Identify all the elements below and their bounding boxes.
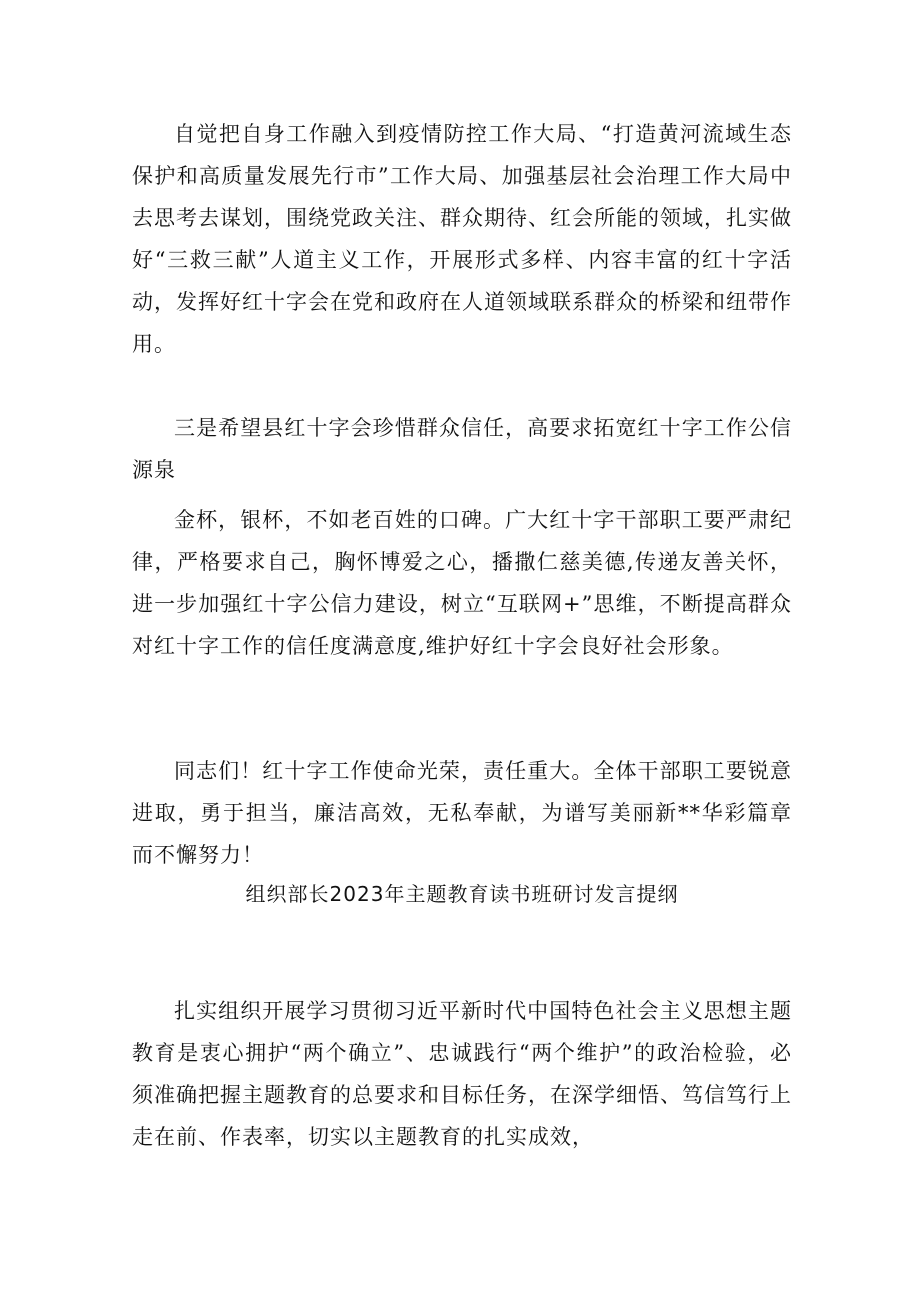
paragraph-credibility: 金杯，银杯，不如老百姓的口碑。广大红十字干部职工要严肃纪律，严格要求自己，胸怀博爱之心，播撒仁慈美德,传递友善关怀，进一步加强红十字公信力建设，树立“互联网+”思维，不断提高群众对红十字工作的信任度满意度,维护好红十字会良好社会形象。 (132, 508, 792, 658)
paragraph-public-trust-heading: 三是希望县红十字会珍惜群众信任，高要求拓宽红十字工作公信源泉 (132, 416, 792, 482)
paragraph-theme-education: 扎实组织开展学习贯彻习近平新时代中国特色社会主义思想主题教育是衷心拥护“两个确立”、忠诚践行“两个维护”的政治检验，必须准确把握主题教育的总要求和目标任务，在深学细悟、笃信笃行上走在前、作表率，切实以主题教育的扎实成效， (132, 999, 792, 1149)
paragraph-red-cross-work: 自觉把自身工作融入到疫情防控工作大局、“打造黄河流域生态保护和高质量发展先行市”工作大局、加强基层社会治理工作大局中去思考去谋划，围绕党政关注、群众期待、红会所能的领域，扎实做好“三救三献”人道主义工作，开展形式多样、内容丰富的红十字活动，发挥好红十字会在党和政府在人道领域联系群众的桥梁和纽带作用。 (132, 122, 792, 356)
document-title: 组织部长2023年主题教育读书班研讨发言提纲 (245, 882, 679, 906)
paragraph-closing-remarks: 同志们！红十字工作使命光荣，责任重大。全体干部职工要锐意进取，勇于担当，廉洁高效，无私奉献，为谱写美丽新**华彩篇章而不懈努力！ (132, 759, 792, 867)
